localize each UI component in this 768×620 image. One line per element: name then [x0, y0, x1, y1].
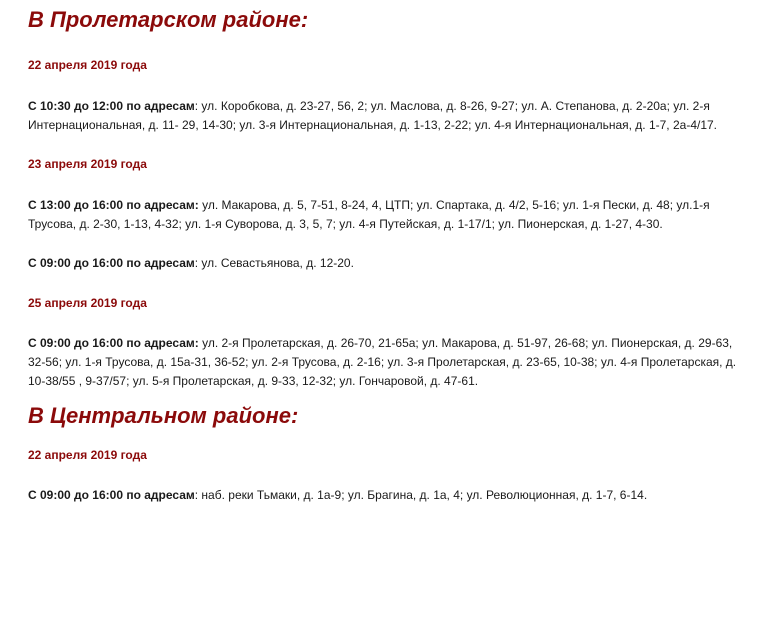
date-heading: 25 апреля 2019 года: [28, 296, 147, 310]
address-list: : наб. реки Тьмаки, д. 1а-9; ул. Брагина, д. 1а, 4; ул. Революционная, д. 1-7, 6-14.: [194, 488, 648, 502]
address-list: ул. 2-я Пролетарская, д. 26-70, 21-65а; ул. Макарова, д. 51-97, 26-68; ул. Пионерская, д. 29-63, 32-56; ул. 1-я Трусова, д. 15а-31, 36-52; ул. 2-я Трусова, д. 2-16; ул. 3-я Пролетарская, д. 23-65, 10-38; ул. 4-я Пролетарская, д. 10-38/55 , 9-37/57; ул. 5-я Пролетарская, д. 9-33, 12-32; ул. Гончаровой, д. 47-61.: [28, 336, 737, 388]
time-range-label: С 09:00 до 16:00 по адресам:: [28, 336, 199, 350]
address-paragraph: [28, 334, 740, 391]
date-heading: 22 апреля 2019 года: [28, 448, 147, 462]
time-range-label: С 13:00 до 16:00 по адресам:: [28, 198, 199, 212]
address-paragraph: [28, 254, 740, 273]
date-heading: 23 апреля 2019 года: [28, 157, 147, 171]
time-range-label: С 09:00 до 16:00 по адресам: [28, 488, 195, 502]
district-heading-proletarsky: В Пролетарском районе:: [28, 7, 309, 32]
address-list: ул. Макарова, д. 5, 7-51, 8-24, 4, ЦТП; ул. Спартака, д. 4/2, 5-16; ул. 1-я Пески, д. 48; ул.1-я Трусова, д. 2-30, 1-13, 4-32; ул. 1-я Суворова, д. 3, 5, 7; ул. 4-я Путейская, д. 1-17/1; ул. Пионерская, д. 1-27, 4-30.: [28, 198, 710, 231]
date-heading: 22 апреля 2019 года: [28, 58, 147, 72]
address-list: : ул. Коробкова, д. 23-27, 56, 2; ул. Маслова, д. 8-26, 9-27; ул. А. Степанова, д. 2-20а; ул. 2-я Интернациональная, д. 11- 29, 14-30; ул. 3-я Интернациональная, д. 1-13, 2-22; ул. 4-я Интернациональная, д. 1-7, 2а-4/17.: [28, 99, 718, 132]
time-range-label: С 09:00 до 16:00 по адресам: [28, 256, 195, 270]
address-paragraph: [28, 97, 740, 135]
article-content: [28, 0, 740, 505]
time-range-label: С 10:30 до 12:00 по адресам: [28, 99, 195, 113]
address-list: : ул. Севастьянова, д. 12-20.: [194, 256, 354, 270]
address-paragraph: [28, 486, 740, 505]
address-paragraph: [28, 196, 740, 234]
district-heading-central: В Центральном районе:: [28, 403, 299, 428]
